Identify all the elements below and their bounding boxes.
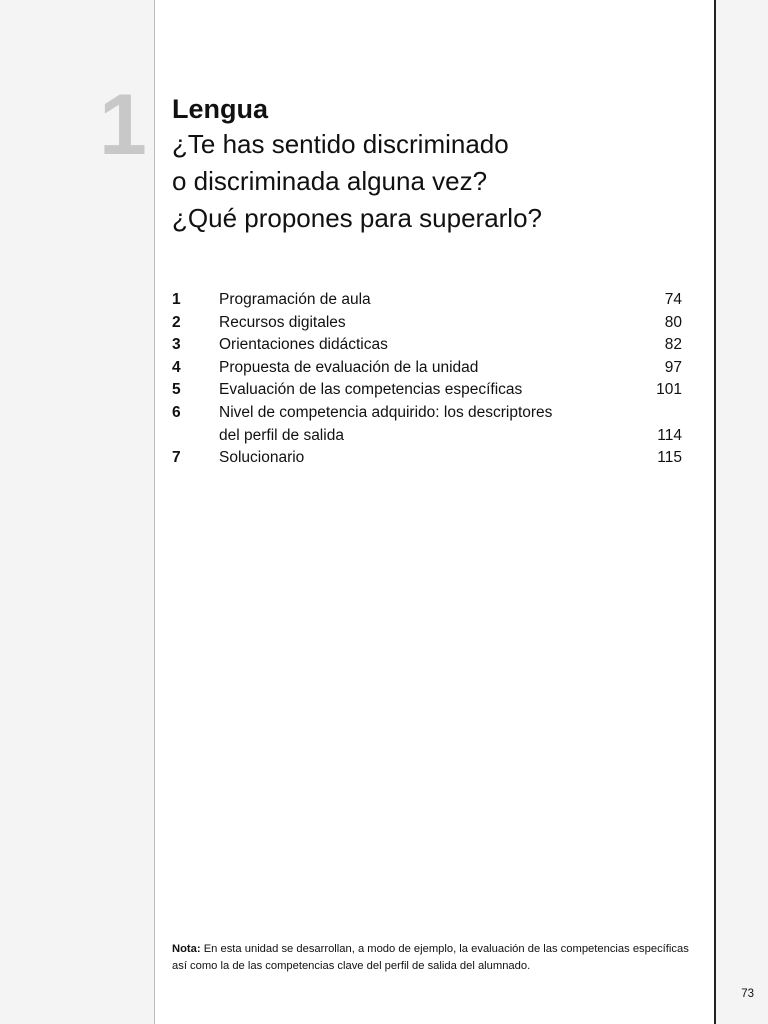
toc-item-number: 4 bbox=[172, 358, 181, 376]
toc-item-page: 101 bbox=[656, 381, 682, 399]
unit-title-line-2: o discriminada alguna vez? bbox=[172, 166, 488, 196]
unit-title-line-1: ¿Te has sentido discriminado bbox=[172, 129, 509, 159]
toc-item-label-line-1: Nivel de competencia adquirido: los descriptores bbox=[219, 403, 553, 421]
toc-item-4[interactable] bbox=[172, 357, 682, 380]
toc-item-number: 3 bbox=[172, 336, 181, 354]
toc-item-label: Recursos digitales bbox=[219, 313, 346, 331]
toc-item-number: 5 bbox=[172, 381, 181, 399]
toc-item-number: 1 bbox=[172, 291, 181, 308]
toc-item-page: 97 bbox=[664, 358, 682, 376]
unit-title-block bbox=[172, 92, 692, 237]
toc-item-6[interactable] bbox=[172, 402, 682, 447]
toc-item-page: 74 bbox=[664, 291, 682, 308]
toc-item-page: 114 bbox=[657, 426, 682, 444]
table-of-contents bbox=[172, 289, 682, 470]
toc-item-3[interactable] bbox=[172, 334, 682, 357]
page-number: 73 bbox=[741, 988, 754, 1000]
toc-item-page: 115 bbox=[657, 449, 682, 467]
footnote-text: En esta unidad se desarrollan, a modo de ejemplo, la evaluación de las competencias específicas así como la de las competencias clave del perfil de salida del alumnado. bbox=[172, 943, 689, 972]
toc-item-5[interactable] bbox=[172, 379, 682, 402]
footnote-label: Nota: bbox=[172, 943, 201, 955]
toc-item-label: Programación de aula bbox=[219, 291, 371, 308]
unit-title-line-3: ¿Qué propones para superarlo? bbox=[172, 203, 543, 233]
toc-item-label: Evaluación de las competencias específicas bbox=[219, 381, 523, 399]
toc-item-number: 6 bbox=[172, 403, 181, 421]
toc-item-page: 82 bbox=[664, 336, 682, 354]
toc-item-2[interactable] bbox=[172, 312, 682, 335]
toc-item-number: 7 bbox=[172, 449, 181, 467]
toc-item-7[interactable] bbox=[172, 447, 682, 470]
toc-item-label-line-2: del perfil de salida bbox=[219, 426, 344, 444]
toc-item-label bbox=[219, 402, 632, 447]
toc-item-number: 2 bbox=[172, 313, 181, 331]
toc-item-label: Solucionario bbox=[219, 449, 305, 467]
toc-item-page: 80 bbox=[664, 313, 682, 331]
toc-item-label: Propuesta de evaluación de la unidad bbox=[219, 358, 479, 376]
subject-heading: Lengua bbox=[172, 94, 269, 124]
unit-number: 1 bbox=[99, 77, 145, 173]
toc-item-label: Orientaciones didácticas bbox=[219, 336, 388, 354]
toc-item-1[interactable] bbox=[172, 289, 682, 312]
footnote bbox=[172, 941, 692, 975]
